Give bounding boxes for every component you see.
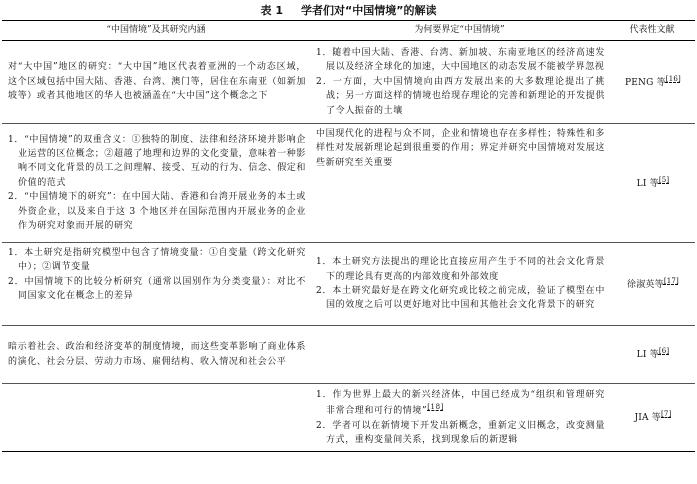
cell-list-item: 1．“中国情境”的双重含义：①独特的制度、法律和经济环境并影响企业运营的区位概念；②超越了地理和边界的文化变量，意味着一种影响不同文化背景的员工之间理解、接受、互动的行为、信念、假定和价值的范式 <box>8 134 307 188</box>
author-name: JIA 等 <box>634 413 661 424</box>
cell-list-text: 1．作为世界上最大的新兴经济体，中国已经成为“组织和管理研究非常合理和可行的情境” <box>316 389 605 417</box>
reference-link[interactable]: [18] <box>427 403 444 412</box>
cell-meaning-empty <box>2 384 310 452</box>
cell-literature <box>609 326 695 384</box>
header-why-define: 为何要界定“中国情境” <box>414 25 505 36</box>
header-context-meaning: “中国情境”及其研究内涵 <box>106 25 206 36</box>
table-header-row <box>2 21 695 41</box>
reference-link[interactable]: [7] <box>661 410 672 419</box>
cell-list-item: 2．中国情境下的比较分析研究（通常以国别作为分类变量）：对比不同国家文化在概念上的差异 <box>8 276 306 302</box>
reference-link[interactable]: [5] <box>658 175 670 184</box>
cell-why-empty <box>310 326 609 384</box>
reference-link[interactable]: [16] <box>665 74 681 83</box>
cell-list-item: 2．“中国情境下的研究”：在中国大陆、香港和台湾开展业务的本土或外资企业，以及来自于这 3 个地区并在国际范围内开展业务的企业作为研究对象而开展的研究 <box>8 192 306 231</box>
author-name: LI 等 <box>636 350 659 361</box>
table-row <box>2 326 695 384</box>
cell-list-item: 2．一方面，大中国情境向由西方发展出来的大多数理论提出了挑战；另一方面这样的情境也给现存理论的完善和新理论的开发提供了令人振奋的土壤 <box>316 76 605 116</box>
table-number: 表 1 <box>260 4 283 17</box>
cell-why <box>310 124 609 243</box>
author-name: 徐淑英等 <box>627 279 664 290</box>
cell-meaning <box>2 326 310 384</box>
author-name: PENG 等 <box>625 77 666 88</box>
table-row <box>2 243 695 326</box>
table-row <box>2 384 695 452</box>
cell-literature <box>609 41 695 124</box>
cell-paragraph: 对“大中国”地区的研究：“大中国”地区代表着亚洲的一个动态区域，这个区域包括中国大陆、香港、台湾、澳门等，居住在东南亚（如新加坡等）或者其他地区的华人也被涵盖在“大中国”这个概念之下 <box>8 62 306 102</box>
cell-literature <box>609 243 695 326</box>
table-caption <box>0 2 697 20</box>
cell-why <box>310 243 609 326</box>
cell-list-item: 2．本土研究最好是在跨文化研究或比较之前完成，验证了模型在中国的效度之后可以更好地对比中国和其他社会文化背景下的研究 <box>316 286 605 311</box>
cell-literature <box>609 384 695 452</box>
cell-meaning <box>2 124 310 243</box>
cell-paragraph: 暗示着社会、政治和经济变革的制度情境，而这些变革影响了商业体系的演化、社会分层、劳动力市场、雇佣结构、收入情况和社会公平 <box>8 342 306 367</box>
cell-list-item <box>316 388 605 419</box>
cell-meaning <box>2 243 310 326</box>
table-title: 学者们对“中国情境”的解读 <box>301 4 437 17</box>
cell-literature <box>609 124 695 243</box>
cell-meaning <box>2 41 310 124</box>
interpretation-table <box>2 20 695 452</box>
author-name: LI 等 <box>636 178 659 189</box>
table-row <box>2 41 695 124</box>
cell-why <box>310 41 609 124</box>
cell-list-item: 1．本土研究是指研究模型中包含了情境变量：①自变量（跨文化研究中）；②调节变量 <box>8 248 306 273</box>
cell-list-item: 1．本土研究方法提出的理论比直接应用产生于不同的社会文化背景下的理论具有更高的内部效度和外部效度 <box>316 257 605 282</box>
table-row <box>2 124 695 243</box>
reference-link[interactable]: [17] <box>663 276 679 285</box>
reference-link[interactable]: [6] <box>658 347 670 356</box>
cell-list-item: 2．学者可以在新情境下开发出新概念，重新定义旧概念，改变测量方式，重构变量间关系，找到现象后的新逻辑 <box>316 420 605 445</box>
header-literature: 代表性文献 <box>629 25 675 36</box>
cell-paragraph: 中国现代化的进程与众不同，企业和情境也存在多样性；特殊性和多样性对发展新理论起到很重要的作用；界定并研究中国情境对发展这些新研究至关重要 <box>316 129 605 168</box>
cell-why <box>310 384 609 452</box>
cell-list-item: 1．随着中国大陆、香港、台湾、新加坡、东南亚地区的经济高速发展以及经济全球化的加速，大中国地区的动态发展不能被学界忽视 <box>316 48 605 73</box>
